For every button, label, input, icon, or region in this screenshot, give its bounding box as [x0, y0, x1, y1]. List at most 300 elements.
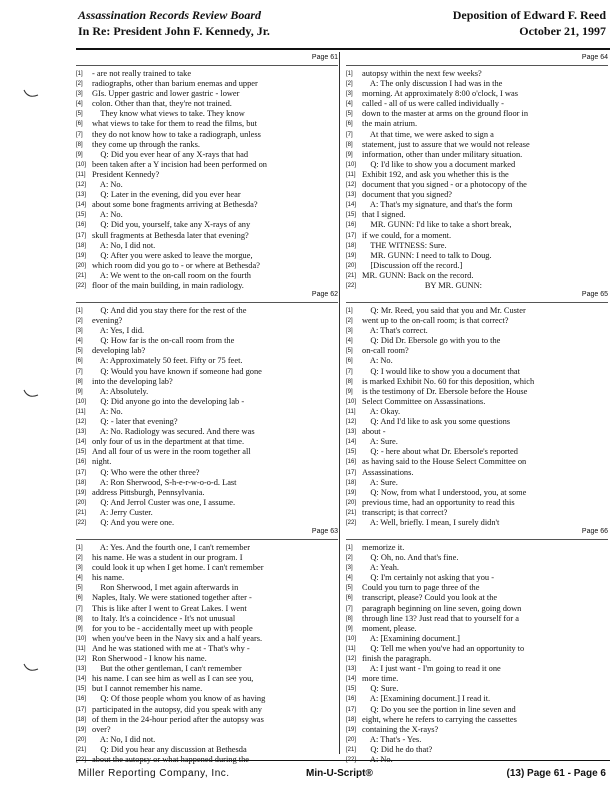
transcript-line — [76, 694, 338, 704]
line-text: And he was stationed with me at - That's why - — [92, 643, 250, 653]
line-text: A: That's - Yes. — [362, 734, 422, 744]
transcript-line — [346, 684, 608, 694]
line-text: but I cannot remember his name. — [92, 684, 203, 694]
line-text: Q: Did you hear any discussion at Bethesda — [92, 744, 247, 754]
transcript-line — [76, 674, 338, 684]
line-text: developing lab? — [92, 346, 146, 356]
line-number: [18] — [346, 242, 357, 249]
line-number: [8] — [346, 615, 353, 622]
line-text: President Kennedy? — [92, 169, 160, 179]
page-rule — [346, 65, 608, 66]
transcript-page — [76, 54, 338, 290]
transcript-lines — [76, 543, 338, 765]
transcript-lines — [76, 306, 338, 528]
line-number: [14] — [346, 202, 357, 209]
transcript-line — [76, 241, 338, 251]
transcript-line — [76, 377, 338, 387]
transcript-line — [346, 160, 608, 170]
line-text: Q: Tell me when you've had an opportunity to — [362, 643, 525, 653]
line-number: [8] — [346, 141, 353, 148]
line-text: as having said to the House Select Committee on — [362, 457, 527, 467]
footer-range: (13) Page 61 - Page 6 — [506, 768, 606, 779]
line-number: [2] — [346, 81, 353, 88]
transcript-line — [346, 180, 608, 190]
line-text: night. — [92, 457, 112, 467]
line-text: A: That's my signature, and that's the form — [362, 200, 513, 210]
transcript-line — [76, 231, 338, 241]
line-number: [10] — [346, 398, 357, 405]
line-text: through line 13? Just read that to yourself for a — [362, 613, 519, 623]
transcript-line — [76, 160, 338, 170]
line-text: of them in the 24-hour period after the autopsy was — [92, 714, 264, 724]
transcript-line — [76, 180, 338, 190]
line-number: [22] — [76, 519, 87, 526]
line-number: [10] — [76, 635, 87, 642]
line-text: containing the X-rays? — [362, 724, 439, 734]
transcript-line — [76, 387, 338, 397]
line-number: [18] — [346, 716, 357, 723]
line-number: [17] — [76, 469, 87, 476]
line-number: [3] — [76, 565, 83, 572]
transcript-line — [346, 231, 608, 241]
transcript-line — [346, 407, 608, 417]
transcript-line — [346, 69, 608, 79]
line-text: Q: - here about what Dr. Ebersole's reported — [362, 447, 518, 457]
transcript-line — [76, 367, 338, 377]
line-number: [2] — [76, 318, 83, 325]
transcript-line — [346, 140, 608, 150]
transcript-line — [76, 705, 338, 715]
line-number: [21] — [346, 746, 357, 753]
line-text: about some bone fragments arriving at Bethesda? — [92, 200, 258, 210]
line-number: [18] — [76, 479, 87, 486]
transcript-line — [76, 170, 338, 180]
line-text: Q: Did you ever hear of any X-rays that had — [92, 149, 249, 159]
transcript-page — [346, 291, 608, 527]
transcript-line — [346, 604, 608, 614]
line-number: [2] — [76, 555, 83, 562]
line-text: they do not know how to take a radiograph, unless — [92, 129, 261, 139]
line-number: [11] — [346, 645, 356, 652]
transcript-line — [346, 397, 608, 407]
transcript-line — [346, 417, 608, 427]
line-number: [15] — [346, 686, 357, 693]
line-number: [6] — [346, 358, 353, 365]
line-text: Exhibit 192, and ask you whether this is the — [362, 169, 509, 179]
line-number: [22] — [76, 282, 87, 289]
line-number: [12] — [76, 656, 87, 663]
line-number: [5] — [346, 585, 353, 592]
line-number: [5] — [346, 348, 353, 355]
line-number: [11] — [76, 408, 86, 415]
transcript-line — [346, 715, 608, 725]
transcript-line — [76, 417, 338, 427]
line-text: Q: Do you see the portion in line seven and — [362, 704, 516, 714]
line-number: [19] — [76, 252, 87, 259]
transcript-line — [76, 437, 338, 447]
transcript-line — [76, 735, 338, 745]
line-number: [2] — [76, 81, 83, 88]
header-org: Assassination Records Review Board — [78, 8, 262, 22]
line-number: [4] — [346, 338, 353, 345]
line-number: [17] — [76, 706, 87, 713]
transcript-line — [76, 634, 338, 644]
line-text: A: Yes, I did. — [92, 326, 145, 336]
line-text: A: Sure. — [362, 437, 398, 447]
line-text: his name. — [92, 573, 125, 583]
header-date: October 21, 1997 — [519, 24, 606, 38]
line-text: evening? — [92, 316, 123, 326]
line-number: [12] — [76, 419, 87, 426]
transcript-page — [76, 291, 338, 527]
transcript-line — [346, 624, 608, 634]
transcript-lines — [76, 69, 338, 291]
transcript-line — [346, 614, 608, 624]
line-number: [14] — [346, 676, 357, 683]
line-text: A: That's correct. — [362, 326, 428, 336]
line-text: THE WITNESS: Sure. — [362, 240, 447, 250]
header-case: In Re: President John F. Kennedy, Jr. — [78, 24, 270, 38]
transcript-line — [346, 644, 608, 654]
transcript-line — [76, 150, 338, 160]
line-text: previous time, had an opportunity to read this — [362, 497, 515, 507]
transcript-line — [76, 210, 338, 220]
line-number: [19] — [346, 252, 357, 259]
page-number: Page 64 — [581, 54, 608, 61]
line-text: Q: I'd like to show you a document marked — [362, 159, 516, 169]
footer-product: Min-U-Script® — [306, 768, 373, 779]
line-number: [18] — [346, 479, 357, 486]
transcript-line — [346, 251, 608, 261]
line-number: [8] — [76, 615, 83, 622]
page-number: Page 65 — [581, 291, 608, 298]
line-number: [1] — [346, 71, 353, 77]
line-text: Q: I'm certainly not asking that you - — [362, 573, 494, 583]
line-text: on-call room? — [362, 346, 409, 356]
line-number: [11] — [76, 171, 86, 178]
transcript-line — [76, 447, 338, 457]
transcript-line — [346, 377, 608, 387]
line-number: [19] — [76, 726, 87, 733]
line-text: morning. At approximately 8:00 o'clock, I was — [362, 89, 518, 99]
line-number: [16] — [346, 696, 357, 703]
line-text: Q: Later in the evening, did you ever hear — [92, 190, 241, 200]
transcript-line — [76, 271, 338, 281]
line-number: [20] — [346, 736, 357, 743]
transcript-line — [346, 735, 608, 745]
line-text: they come up through the ranks. — [92, 139, 200, 149]
line-text: Ron Sherwood - I know his name. — [92, 654, 207, 664]
transcript-line — [346, 367, 608, 377]
line-number: [5] — [76, 348, 83, 355]
line-text: transcript; is that correct? — [362, 507, 448, 517]
line-text: Q: Did anyone go into the developing lab - — [92, 396, 245, 406]
transcript-line — [346, 573, 608, 583]
line-text: Q: After you were asked to leave the morgue, — [92, 250, 253, 260]
transcript-line — [76, 478, 338, 488]
line-text: moment, please. — [362, 623, 417, 633]
transcript-line — [76, 563, 338, 573]
line-text: floor of the main building, in main radiology. — [92, 280, 244, 290]
line-number: [16] — [76, 459, 87, 466]
line-text: A: Approximately 50 feet. Fifty or 75 feet. — [92, 356, 243, 366]
transcript-lines — [346, 543, 608, 765]
transcript-line — [76, 573, 338, 583]
line-number: [14] — [76, 676, 87, 683]
line-text: for you to be - accidentally meet up with people — [92, 623, 253, 633]
transcript-line — [76, 346, 338, 356]
transcript-line — [346, 119, 608, 129]
transcript-line — [346, 346, 608, 356]
line-number: [17] — [76, 232, 87, 239]
line-text: Q: Would you have known if someone had gone — [92, 366, 262, 376]
transcript-line — [346, 89, 608, 99]
line-text: what views to take for them to read the films, but — [92, 119, 257, 129]
page-number: Page 66 — [581, 528, 608, 535]
line-number: [7] — [346, 131, 353, 138]
line-text: is the testimony of Dr. Ebersole before the House — [362, 386, 528, 396]
line-text: A: We went to the on-call room on the fourth — [92, 270, 251, 280]
line-text: BY MR. GUNN: — [362, 280, 482, 290]
line-number: [14] — [76, 439, 87, 446]
line-number: [13] — [76, 666, 87, 673]
line-text: over? — [92, 724, 111, 734]
line-text: A: No. — [92, 406, 123, 416]
line-number: [12] — [346, 656, 357, 663]
page-number: Page 62 — [311, 291, 338, 298]
line-text: [Discussion off the record.] — [362, 260, 463, 270]
transcript-line — [76, 140, 338, 150]
line-number: [21] — [76, 509, 87, 516]
line-text: could look it up when I get home. I can't remember — [92, 563, 264, 573]
transcript-line — [346, 190, 608, 200]
column-divider — [339, 52, 340, 754]
line-number: [13] — [346, 192, 357, 199]
line-number: [21] — [76, 746, 87, 753]
line-number: [9] — [346, 151, 353, 158]
transcript-line — [346, 306, 608, 316]
line-text: radiographs, other than barium enemas and upper — [92, 79, 258, 89]
line-number: [19] — [346, 726, 357, 733]
line-number: [4] — [76, 575, 83, 582]
line-number: [20] — [346, 499, 357, 506]
line-number: [15] — [76, 212, 87, 219]
line-number: [13] — [346, 429, 357, 436]
transcript-line — [346, 694, 608, 704]
header-deposition: Deposition of Edward F. Reed — [452, 8, 606, 22]
page-number: Page 63 — [311, 528, 338, 535]
line-number: [16] — [76, 696, 87, 703]
line-number: [7] — [346, 368, 353, 375]
line-number: [4] — [346, 575, 353, 582]
line-text: Q: Now, from what I understood, you, at some — [362, 487, 527, 497]
transcript-line — [346, 563, 608, 573]
binder-mark-icon — [22, 388, 40, 400]
line-text: They know what views to take. They know — [92, 109, 245, 119]
line-number: [3] — [76, 91, 83, 98]
line-text: been taken after a Y incision had been performed on — [92, 159, 267, 169]
line-number: [9] — [346, 625, 353, 632]
line-number: [11] — [346, 171, 356, 178]
line-number: [13] — [76, 429, 87, 436]
line-number: [22] — [346, 756, 357, 763]
line-text: the main atrium. — [362, 119, 418, 129]
transcript-line — [76, 316, 338, 326]
transcript-line — [346, 316, 608, 326]
line-number: [17] — [346, 469, 357, 476]
transcript-line — [346, 543, 608, 553]
transcript-line — [346, 745, 608, 755]
transcript-line — [76, 508, 338, 518]
transcript-line — [346, 725, 608, 735]
transcript-line — [346, 210, 608, 220]
line-text: Select Committee on Assassinations. — [362, 396, 486, 406]
transcript-line — [346, 488, 608, 498]
transcript-line — [76, 190, 338, 200]
line-text: Q: And did you stay there for the rest of the — [92, 306, 247, 315]
line-text: information, other than under military situation. — [362, 149, 523, 159]
line-number: [12] — [346, 182, 357, 189]
transcript-line — [76, 397, 338, 407]
line-text: about the autopsy or what happened during the — [92, 754, 249, 764]
transcript-line — [346, 634, 608, 644]
line-number: [8] — [346, 378, 353, 385]
line-text: MR. GUNN: I'd like to take a short break, — [362, 220, 512, 230]
line-number: [8] — [76, 141, 83, 148]
line-text: memorize it. — [362, 543, 405, 552]
transcript-line — [346, 457, 608, 467]
line-text: A: Well, briefly. I mean, I surely didn't — [362, 517, 500, 527]
line-number: [1] — [76, 71, 83, 77]
transcript-line — [76, 654, 338, 664]
line-number: [10] — [76, 398, 87, 405]
line-text: eight, where he refers to carrying the cassettes — [362, 714, 517, 724]
footer-company: Miller Reporting Company, Inc. — [78, 768, 230, 779]
line-text: more time. — [362, 674, 399, 684]
transcript-line — [346, 654, 608, 664]
line-text: A: Absolutely. — [92, 386, 149, 396]
line-number: [1] — [76, 545, 83, 551]
line-number: [21] — [346, 509, 357, 516]
transcript-page — [346, 528, 608, 764]
transcript-line — [76, 664, 338, 674]
header-rule — [76, 48, 610, 50]
line-number: [5] — [76, 585, 83, 592]
line-text: went up to the on-call room; is that correct? — [362, 316, 509, 326]
transcript-line — [76, 725, 338, 735]
transcript-line — [346, 271, 608, 281]
transcript-line — [346, 468, 608, 478]
transcript-line — [76, 336, 338, 346]
line-number: [4] — [76, 101, 83, 108]
transcript-line — [76, 543, 338, 553]
transcript-line — [76, 89, 338, 99]
transcript-line — [346, 79, 608, 89]
line-number: [17] — [346, 232, 357, 239]
line-text: his name. He was a student in our program. I — [92, 553, 243, 563]
transcript-line — [346, 518, 608, 528]
line-text: document that you signed? — [362, 190, 453, 200]
line-number: [6] — [346, 121, 353, 128]
line-text: A: No. — [92, 210, 123, 220]
line-number: [18] — [76, 242, 87, 249]
transcript-line — [76, 251, 338, 261]
line-text: if we could, for a moment. — [362, 230, 452, 240]
transcript-line — [76, 220, 338, 230]
transcript-line — [346, 261, 608, 271]
line-number: [9] — [76, 388, 83, 395]
transcript-line — [76, 624, 338, 634]
line-number: [3] — [76, 328, 83, 335]
transcript-line — [346, 427, 608, 437]
line-number: [2] — [346, 318, 353, 325]
transcript-line — [76, 281, 338, 291]
line-text: MR. GUNN: I need to talk to Doug. — [362, 250, 492, 260]
line-number: [11] — [76, 645, 86, 652]
transcript-line — [346, 583, 608, 593]
line-text: Q: Did he do that? — [362, 744, 433, 754]
line-text: A: Yes. And the fourth one, I can't remember — [92, 543, 251, 552]
line-text: Q: How far is the on-call room from the — [92, 336, 235, 346]
line-text: But the other gentleman, I can't remember — [92, 664, 242, 674]
line-number: [21] — [346, 272, 357, 279]
line-number: [1] — [76, 308, 83, 314]
transcript-lines — [346, 306, 608, 528]
line-text: And all four of us were in the room together all — [92, 447, 251, 457]
line-text: Q: - later that evening? — [92, 417, 178, 427]
transcript-line — [76, 356, 338, 366]
page-header — [78, 6, 608, 46]
transcript-line — [76, 79, 338, 89]
transcript-line — [76, 306, 338, 316]
line-text: Q: Sure. — [362, 684, 399, 694]
transcript-line — [76, 745, 338, 755]
transcript-line — [346, 705, 608, 715]
line-number: [3] — [346, 91, 353, 98]
line-text: Q: Oh, no. And that's fine. — [362, 553, 459, 563]
line-text: A: No, I did not. — [92, 734, 156, 744]
line-number: [14] — [346, 439, 357, 446]
line-text: Q: Did Dr. Ebersole go with you to the — [362, 336, 501, 346]
transcript-line — [346, 498, 608, 508]
transcript-line — [76, 553, 338, 563]
transcript-line — [76, 119, 338, 129]
transcript-line — [346, 150, 608, 160]
line-number: [10] — [346, 161, 357, 168]
line-number: [12] — [76, 182, 87, 189]
transcript-line — [346, 220, 608, 230]
line-number: [22] — [346, 519, 357, 526]
line-text: address Pittsburgh, Pennsylvania. — [92, 487, 205, 497]
transcript-line — [346, 200, 608, 210]
line-text: MR. GUNN: Back on the record. — [362, 270, 474, 280]
page-rule — [76, 302, 338, 303]
line-text: A: [Examining document.] — [362, 633, 460, 643]
line-text: A: Yeah. — [362, 563, 399, 573]
line-text: A: No. — [92, 180, 123, 190]
line-number: [11] — [346, 408, 356, 415]
transcript-line — [346, 674, 608, 684]
transcript-line — [346, 336, 608, 346]
line-text: about - — [362, 427, 386, 437]
line-text: autopsy within the next few weeks? — [362, 69, 482, 78]
transcript-page — [346, 54, 608, 290]
transcript-line — [346, 593, 608, 603]
line-number: [10] — [76, 161, 87, 168]
line-number: [15] — [76, 449, 87, 456]
transcript-line — [76, 130, 338, 140]
transcript-line — [346, 553, 608, 563]
